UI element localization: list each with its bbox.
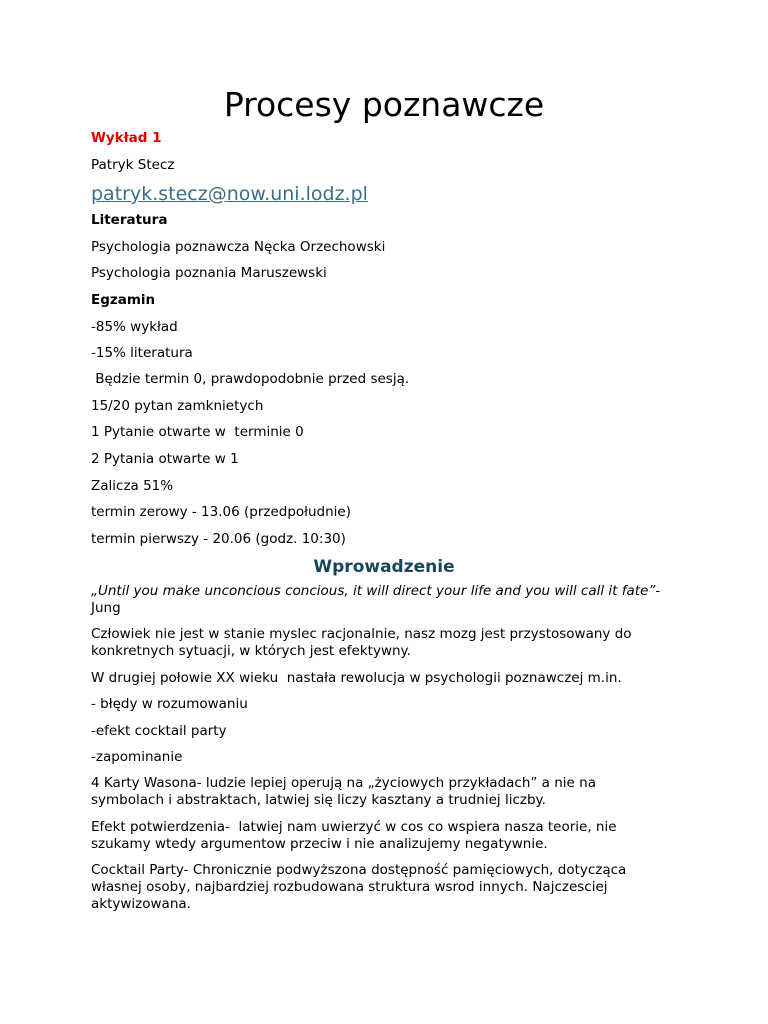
paragraph: Efekt potwierdzenia- latwiej nam uwierzyć w cos co wspiera nasza teorie, nie szukamy wtedy argumentow przeciw i nie analizujemy negatywnie. — [91, 819, 621, 852]
email-link[interactable]: patryk.stecz@now.uni.lodz.pl — [91, 183, 368, 205]
paragraph: Człowiek nie jest w stanie myslec racjonalnie, nasz mozg jest przystosowany do konkretnych sytuacji, w których jest efektywny. — [91, 626, 632, 659]
exam-line: Zalicza 51% — [91, 478, 174, 494]
paragraph: W drugiej połowie XX wieku nastała rewolucja w psychologii poznawczej m.in. — [91, 670, 622, 686]
exam-line: termin pierwszy - 20.06 (godz. 10:30) — [91, 531, 346, 547]
exam-line: 1 Pytanie otwarte w terminie 0 — [91, 424, 304, 440]
list-item: - błędy w rozumowaniu — [91, 696, 248, 712]
lecturer-name: Patryk Stecz — [91, 157, 175, 173]
exam-line: Będzie termin 0, prawdopodobnie przed sesją. — [91, 371, 410, 387]
paragraph: Cocktail Party- Chronicznie podwyższona dostępność pamięciowych, dotycząca własnej osoby, najbardziej rozbudowana struktura wsrod innych. Najczesciej aktywizowana. — [91, 862, 627, 912]
paragraph: 4 Karty Wasona- ludzie lepiej operują na „życiowych przykładach” a nie na symbolach i abstraktach, latwiej się liczy kasztany a trudniej liczby. — [91, 775, 596, 808]
intro-heading: Wprowadzenie — [313, 557, 455, 577]
exam-line: termin zerowy - 13.06 (przedpołudnie) — [91, 504, 352, 520]
exam-heading: Egzamin — [91, 292, 156, 308]
literature-item: Psychologia poznania Maruszewski — [91, 265, 327, 281]
exam-line: 15/20 pytan zamknietych — [91, 398, 264, 414]
lecture-label: Wykład 1 — [91, 130, 162, 146]
exam-line: -85% wykład — [91, 319, 178, 335]
literature-item: Psychologia poznawcza Nęcka Orzechowski — [91, 239, 386, 255]
exam-line: -15% literatura — [91, 345, 193, 361]
quote-author: - Jung — [91, 583, 661, 616]
exam-line: 2 Pytania otwarte w 1 — [91, 451, 239, 467]
list-item: -zapominanie — [91, 749, 183, 765]
document-title: Procesy poznawcze — [223, 85, 545, 124]
list-item: -efekt cocktail party — [91, 723, 227, 739]
quote — [91, 583, 661, 617]
quote-text: „Until you make unconcious concious, it will direct your life and you will call it fate” — [91, 583, 656, 599]
literature-heading: Literatura — [91, 212, 168, 228]
